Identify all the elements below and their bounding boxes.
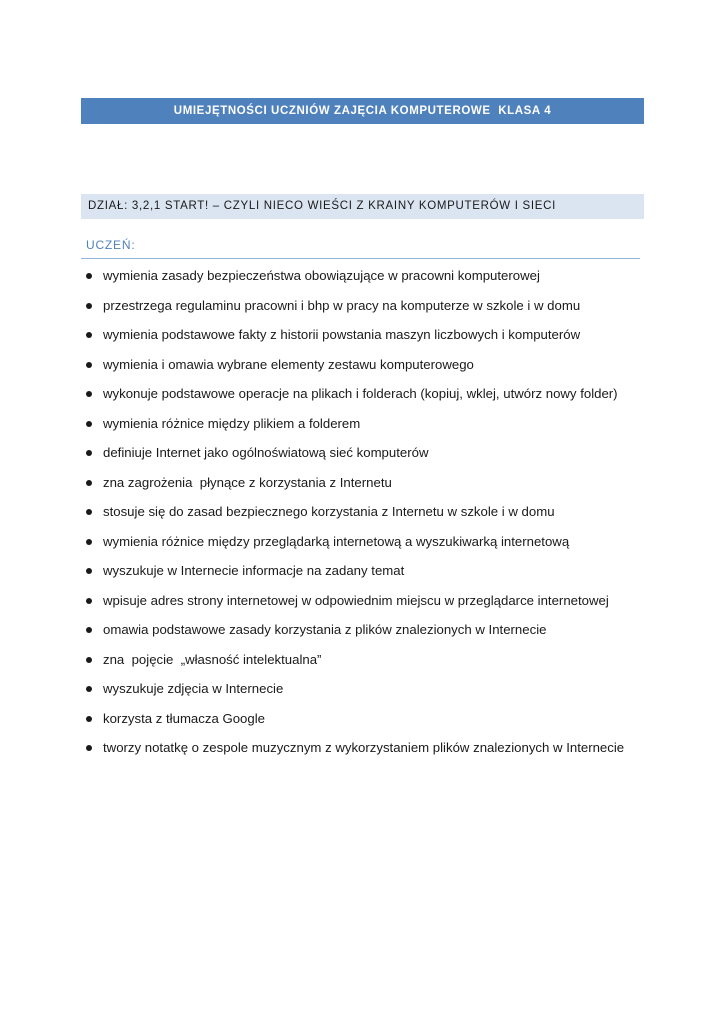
skill-text: wymienia podstawowe fakty z historii powstania maszyn liczbowych i komputerów (103, 327, 581, 342)
skill-text: wymienia i omawia wybrane elementy zestawu komputerowego (103, 356, 474, 372)
bullet-icon (86, 332, 92, 338)
bullet-icon (86, 391, 92, 397)
skill-text: tworzy notatkę o zespole muzycznym z wykorzystaniem plików znalezionych w Internecie (103, 740, 625, 755)
bullet-icon (86, 598, 92, 604)
skill-text: korzysta z tłumacza Google (103, 710, 265, 726)
heading-underline (81, 258, 640, 259)
bullet-icon (86, 362, 92, 368)
bullet-icon (86, 568, 92, 574)
bullet-icon (86, 450, 92, 456)
skill-text: wykonuje podstawowe operacje na plikach i folderach (kopiuj, wklej, utwórz nowy folder) (103, 386, 618, 401)
bullet-icon (86, 480, 92, 486)
skill-text: omawia podstawowe zasady korzystania z plików znalezionych w Internecie (103, 622, 547, 637)
skill-text: wyszukuje w Internecie informacje na zadany temat (103, 563, 405, 578)
bullet-icon (86, 657, 92, 663)
skill-text: wyszukuje zdjęcia w Internecie (103, 681, 284, 696)
document-title: UMIEJĘTNOŚCI UCZNIÓW ZAJĘCIA KOMPUTEROWE KLASA 4 (81, 98, 644, 124)
skill-text: wpisuje adres strony internetowej w odpowiednim miejscu w przeglądarce internetowej (103, 592, 609, 608)
skill-text: definiuje Internet jako ogólnoświatową sieć komputerów (103, 445, 429, 460)
bullet-icon (86, 421, 92, 427)
bullet-icon (86, 627, 92, 633)
bullet-icon (86, 539, 92, 545)
bullet-icon (86, 745, 92, 751)
skill-text: zna pojęcie „własność intelektualna” (103, 651, 322, 667)
student-label: UCZEŃ: (86, 238, 136, 252)
bullet-icon (86, 686, 92, 692)
bullet-icon (86, 509, 92, 515)
skill-text: wymienia różnice między plikiem a folderem (103, 415, 361, 431)
bullet-icon (86, 303, 92, 309)
skill-text: stosuje się do zasad bezpiecznego korzystania z Internetu w szkole i w domu (103, 504, 555, 519)
section-heading: DZIAŁ: 3,2,1 START! – CZYLI NIECO WIEŚCI Z KRAINY KOMPUTERÓW I SIECI (81, 194, 644, 219)
skill-text: zna zagrożenia płynące z korzystania z Internetu (103, 474, 392, 490)
skill-text: wymienia zasady bezpieczeństwa obowiązujące w pracowni komputerowej (103, 268, 540, 283)
skill-text: przestrzega regulaminu pracowni i bhp w pracy na komputerze w szkole i w domu (103, 297, 581, 313)
skill-text: wymienia różnice między przeglądarką internetową a wyszukiwarką internetową (103, 533, 570, 549)
bullet-icon (86, 716, 92, 722)
bullet-icon (86, 273, 92, 279)
